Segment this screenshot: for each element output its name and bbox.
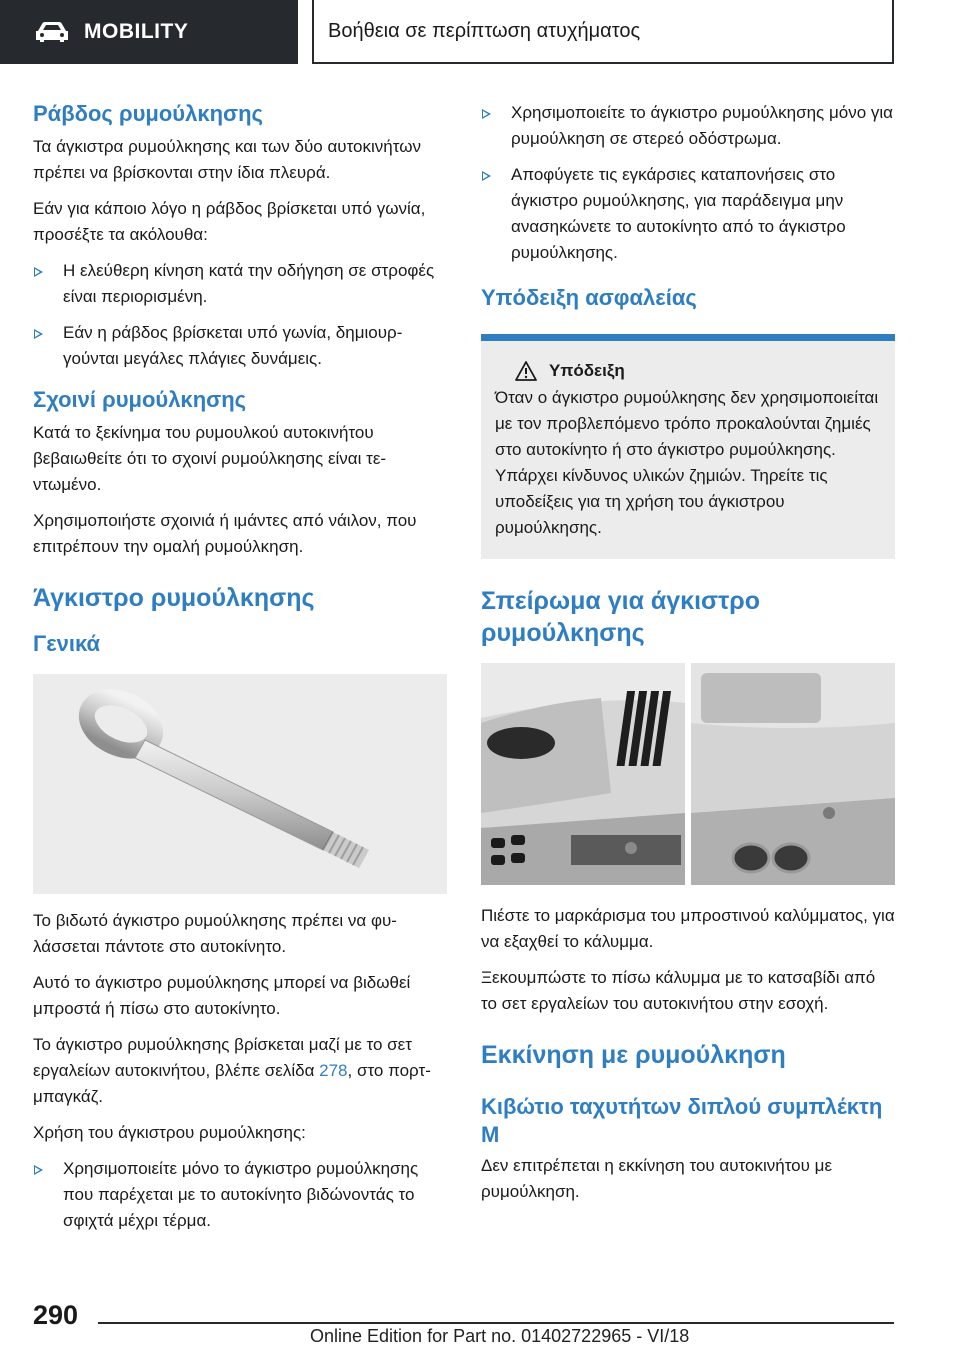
right-column [481, 100, 895, 1215]
paragraph: Αυτό το άγκιστρο ρυμούλκησης μπορεί να βιδωθεί μπροστά ή πίσω στο αυτοκίνητο. [33, 973, 411, 1018]
paragraph: Το άγκιστρο ρυμούλκησης βρίσκεται μαζί με το σετ εργαλείων αυτοκινήτου, βλέπε σελίδα 278, στο πορτ-μπαγκάζ. [33, 1035, 431, 1106]
triangle-bullet-icon [482, 109, 491, 119]
heading-general: Γενικά [33, 631, 101, 656]
page-link[interactable]: 278 [319, 1061, 348, 1080]
bullet-list [481, 100, 895, 266]
footer-edition: Online Edition for Part no. 01402722965 - VI/18 [310, 1326, 690, 1346]
left-column [33, 100, 447, 1244]
safety-notice [481, 334, 895, 559]
list-item: Εάν η ράβδος βρίσκεται υπό γωνία, δημιουργούνται μεγάλες πλάγιες δυνάμεις. [33, 320, 447, 372]
header-section [0, 0, 298, 64]
heading-tow-bar: Ράβδος ρυμούλκησης [33, 101, 263, 126]
paragraph: Χρησιμοποιήστε σχοινιά ή ιμάντες από νάιλον, που επιτρέπουν την ομαλή ρυμούλκηση. [33, 511, 417, 556]
heading-dct: Κιβώτιο ταχυτήτων διπλού συμπλέκτη M [481, 1094, 883, 1147]
paragraph: Εάν για κάποιο λόγο η ράβδος βρίσκεται υπό γωνία, προσέξτε τα ακόλουθα: [33, 199, 426, 244]
notice-title: Υπόδειξη [549, 361, 625, 380]
paragraph: Χρήση του άγκιστρου ρυμούλκησης: [33, 1123, 306, 1142]
heading-tow-rope: Σχοινί ρυμούλκησης [33, 387, 247, 412]
header-chapter [312, 0, 894, 64]
section-title: MOBILITY [84, 20, 189, 43]
paragraph: Τα άγκιστρα ρυμούλκησης και των δύο αυτοκινήτων πρέπει να βρίσκονται στην ίδια πλευρά. [33, 137, 421, 182]
heading-thread: Σπείρωμα για άγκιστρο ρυμούλκησης [481, 587, 761, 647]
heading-tow-start: Εκκίνηση με ρυμούλκηση [481, 1041, 786, 1069]
list-item: Η ελεύθερη κίνηση κατά την οδήγηση σε στροφές είναι περιορισμένη. [33, 258, 447, 310]
notice-header [495, 361, 881, 381]
triangle-bullet-icon [482, 171, 491, 181]
list-item: Χρησιμοποιείτε το άγκιστρο ρυμούλκησης μόνο για ρυμούλκηση σε στερεό οδόστρωμα. [481, 100, 895, 152]
bullet-list [33, 258, 447, 372]
heading-safety-note: Υπόδειξη ασφαλείας [481, 285, 697, 310]
paragraph: Ξεκουμπώστε το πίσω κάλυμμα με το κατσαβίδι από το σετ εργαλείων του αυτοκινήτου στην εσοχή. [481, 968, 876, 1013]
thread-images [481, 663, 895, 885]
paragraph: Το βιδωτό άγκιστρο ρυμούλκησης πρέπει να φυλάσσεται πάντοτε στο αυτοκίνητο. [33, 911, 397, 956]
bullet-list [33, 1156, 447, 1234]
page-number: 290 [33, 1300, 79, 1330]
triangle-bullet-icon [34, 329, 43, 339]
warning-icon [515, 361, 537, 381]
triangle-bullet-icon [34, 1165, 43, 1175]
heading-tow-hook: Άγκιστρο ρυμούλκησης [33, 584, 315, 612]
paragraph: Δεν επιτρέπεται η εκκίνηση του αυτοκινήτου με ρυμούλκηση. [481, 1156, 833, 1201]
tow-hook-image [33, 674, 447, 894]
rear-bumper-image [691, 663, 895, 885]
list-item: Αποφύγετε τις εγκάρσιες καταπονήσεις στο άγκιστρο ρυμούλκησης, για παράδειγμα μην ανασηκώνετε το αυτοκίνητο από το άγκιστρο ρυμούλκησης. [481, 162, 895, 266]
front-bumper-image [481, 663, 685, 885]
car-icon [34, 21, 70, 43]
chapter-title: Βοήθεια σε περίπτωση ατυχήματος [328, 19, 641, 42]
footer-divider [98, 1322, 894, 1324]
list-item: Χρησιμοποιείτε μόνο το άγκιστρο ρυμούλκησης που παρέχεται με το αυτοκίνητο βιδώνοντάς το σφιχτά μέχρι τέρμα. [33, 1156, 447, 1234]
notice-text: Όταν ο άγκιστρο ρυμούλκησης δεν χρησιμοποιείται με τον προβλεπόμενο τρόπο προκαλούνται ζημιές στο αυτοκίνητο ή στο άγκιστρο ρυμούλκησης. Υπάρχει κίνδυνος υλικών ζημιών. Τηρείτε τις υποδείξεις για τη χρήση του άγκιστρου ρυμούλκησης. [495, 388, 879, 537]
triangle-bullet-icon [34, 267, 43, 277]
paragraph: Πιέστε το μαρκάρισμα του μπροστινού καλύμματος, για να εξαχθεί το κάλυμμα. [481, 906, 895, 951]
paragraph: Κατά το ξεκίνημα του ρυμουλκού αυτοκινήτου βεβαιωθείτε ότι το σχοινί ρυμούλκησης είναι τεντωμένο. [33, 423, 387, 494]
